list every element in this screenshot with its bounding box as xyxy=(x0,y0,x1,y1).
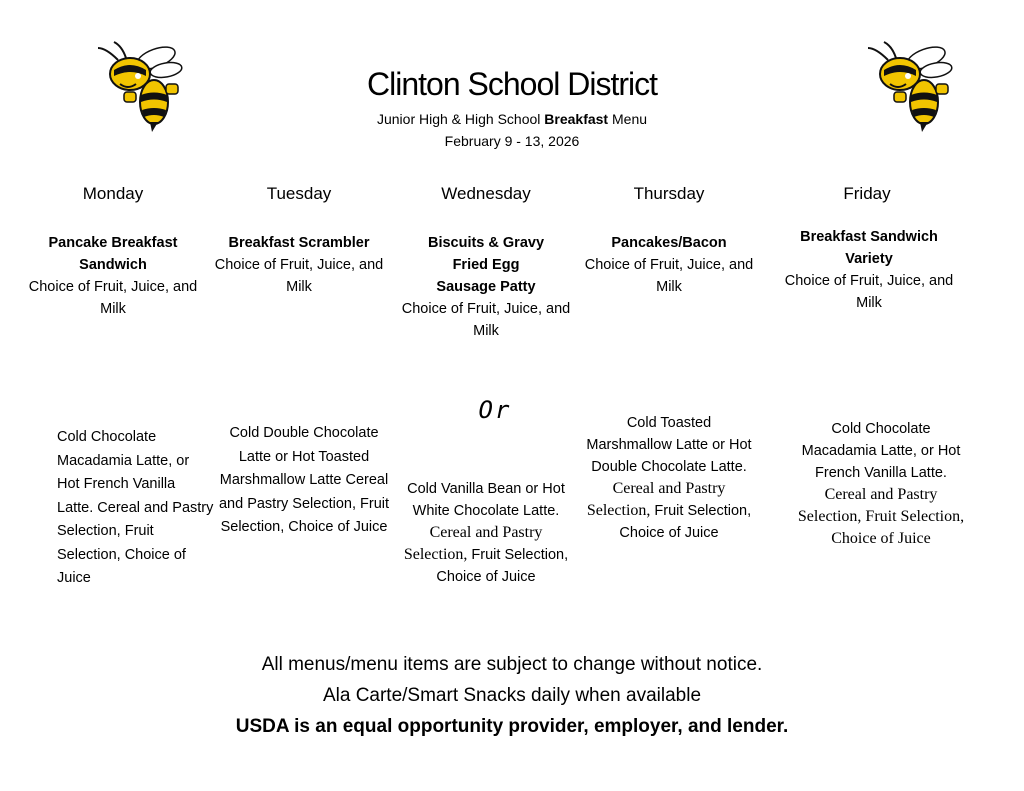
footer-usda: USDA is an equal opportunity provider, employer, and lender. xyxy=(235,716,789,737)
footer-snacks: Ala Carte/Smart Snacks daily when available xyxy=(322,685,702,706)
day-header-tuesday: Tuesday xyxy=(266,184,332,203)
alternate-monday: Cold Chocolate Macadamia Latte, or Hot French Vanilla Latte. Cereal and Pastry Selection, Fruit Selection, Choice of Juice xyxy=(57,429,214,586)
day-header-wednesday: Wednesday xyxy=(441,184,531,203)
day-header-friday: Friday xyxy=(843,184,891,203)
alternate-wednesday: Cold Vanilla Bean or Hot White Chocolate Latte. Cereal and Pastry Selection, Fruit Selection, Choice of Juice xyxy=(403,481,569,585)
entree-tuesday: Breakfast Scrambler Choice of Fruit, Juice, and Milk xyxy=(214,235,384,295)
day-header-thursday: Thursday xyxy=(633,184,705,203)
footer-notice: All menus/menu items are subject to change without notice. xyxy=(261,654,763,675)
yellow-jacket-mascot-icon xyxy=(96,40,192,136)
alternate-thursday: Cold Toasted Marshmallow Latte or Hot Double Chocolate Latte. Cereal and Pastry Selection, Fruit Selection, Choice of Juice xyxy=(586,415,752,541)
page-title: Clinton School District xyxy=(367,66,657,102)
alternate-friday: Cold Chocolate Macadamia Latte, or Hot French Vanilla Latte. Cereal and Pastry Selection, Fruit Selection, Choice of Juice xyxy=(797,421,965,547)
or-label: Or xyxy=(478,396,512,424)
entree-friday: Breakfast Sandwich Variety Choice of Fruit, Juice, and Milk xyxy=(784,229,954,311)
entree-thursday: Pancakes/Bacon Choice of Fruit, Juice, and Milk xyxy=(584,235,754,295)
day-header-monday: Monday xyxy=(82,184,144,203)
menu-dates: February 9 - 13, 2026 xyxy=(444,133,580,149)
yellow-jacket-mascot-icon xyxy=(866,40,962,136)
entree-monday: Pancake Breakfast Sandwich Choice of Fruit, Juice, and Milk xyxy=(28,235,198,317)
alternate-tuesday: Cold Double Chocolate Latte or Hot Toasted Marshmallow Latte Cereal and Pastry Selection, Fruit Selection, Choice of Juice xyxy=(218,425,390,535)
menu-subtitle: Junior High & High School Breakfast Menu xyxy=(376,111,648,127)
entree-wednesday: Biscuits & Gravy Fried Egg Sausage Patty Choice of Fruit, Juice, and Milk xyxy=(401,235,571,339)
